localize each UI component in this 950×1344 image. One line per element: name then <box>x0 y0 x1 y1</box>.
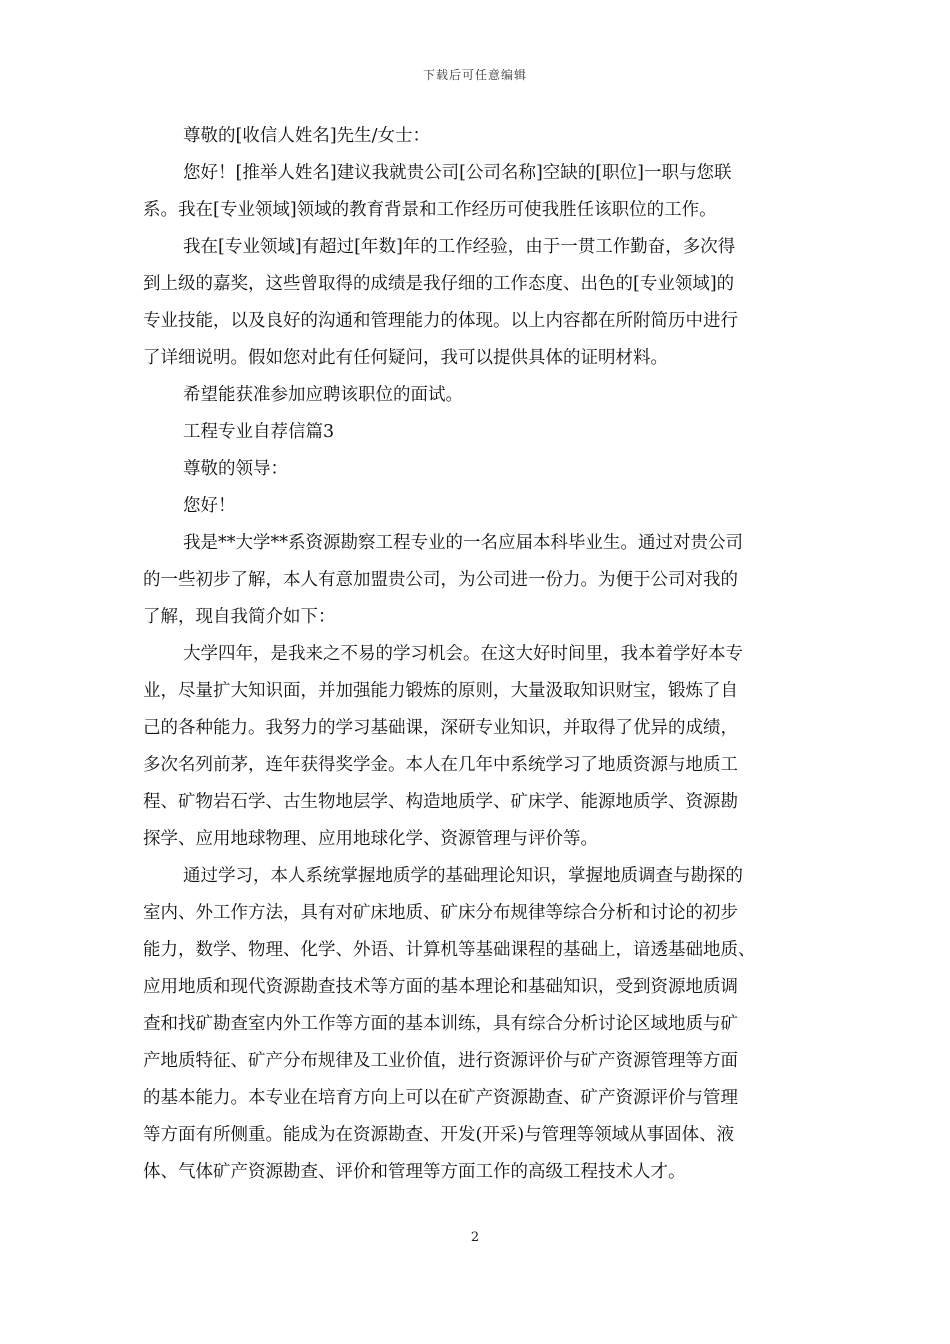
text-line: 通过学习，本人系统掌握地质学的基础理论知识，掌握地质调查与勘探的 <box>183 866 743 886</box>
text-line: 应用地质和现代资源勘查技术等方面的基本理论和基础知识，受到资源地质调 <box>143 977 738 997</box>
text-line: 我在[专业领域]有超过[年数]年的工作经验，由于一贯工作勤奋，多次得 <box>183 237 736 257</box>
text-line: 系。我在[专业领域]领域的教育背景和工作经历可使我胜任该职位的工作。 <box>143 200 717 220</box>
text-line: 了详细说明。假如您对此有任何疑问，我可以提供具体的证明材料。 <box>143 348 668 368</box>
text-line: 查和找矿勘查室内外工作等方面的基本训练，具有综合分析讨论区域地质与矿 <box>143 1014 738 1034</box>
text-line: 希望能获准参加应聘该职位的面试。 <box>183 385 463 405</box>
text-line: 的一些初步了解，本人有意加盟贵公司，为公司进一份力。为便于公司对我的 <box>143 570 738 590</box>
text-line: 程、矿物岩石学、古生物地层学、构造地质学、矿床学、能源地质学、资源勘 <box>143 792 738 812</box>
text-line: 您好！[推举人姓名]建议我就贵公司[公司名称]空缺的[职位]一职与您联 <box>183 163 732 183</box>
text-line: 尊敬的[收信人姓名]先生/女士： <box>183 126 431 146</box>
text-line: 了解，现自我简介如下： <box>143 607 336 627</box>
text-line: 我是**大学**系资源勘察工程专业的一名应届本科毕业生。通过对贵公司 <box>183 533 743 553</box>
text-line: 业，尽量扩大知识面，并加强能力锻炼的原则，大量汲取知识财宝，锻炼了自 <box>143 681 738 701</box>
text-line: 大学四年，是我来之不易的学习机会。在这大好时间里，我本着学好本专 <box>183 644 743 664</box>
text-line: 工程专业自荐信篇3 <box>183 422 335 442</box>
text-line: 尊敬的领导： <box>183 459 288 479</box>
text-line: 室内、外工作方法，具有对矿床地质、矿床分布规律等综合分析和讨论的初步 <box>143 903 738 923</box>
text-line: 探学、应用地球物理、应用地球化学、资源管理与评价等。 <box>143 829 598 849</box>
text-line: 专业技能，以及良好的沟通和管理能力的体现。以上内容都在所附简历中进行 <box>143 311 738 331</box>
text-line: 己的各种能力。我努力的学习基础课，深研专业知识，并取得了优异的成绩， <box>143 718 738 738</box>
page-header: 下载后可任意编辑 <box>422 68 527 82</box>
text-line: 体、气体矿产资源勘查、评价和管理等方面工作的高级工程技术人才。 <box>143 1162 686 1182</box>
text-line: 等方面有所侧重。能成为在资源勘查、开发(开采)与管理等领域从事固体、液 <box>143 1125 735 1145</box>
text-line: 到上级的嘉奖，这些曾取得的成绩是我仔细的工作态度、出色的[专业领域]的 <box>143 274 735 294</box>
text-line: 产地质特征、矿产分布规律及工业价值，进行资源评价与矿产资源管理等方面 <box>143 1051 738 1071</box>
text-line: 您好！ <box>183 496 236 516</box>
text-line: 能力，数学、物理、化学、外语、计算机等基础课程的基础上，谙透基础地质、 <box>143 940 756 960</box>
page-number: 2 <box>470 1230 480 1245</box>
text-line: 多次名列前茅，连年获得奖学金。本人在几年中系统学习了地质资源与地质工 <box>143 755 738 775</box>
text-line: 的基本能力。本专业在培育方向上可以在矿产资源勘查、矿产资源评价与管理 <box>143 1088 738 1108</box>
document-body <box>143 118 823 1191</box>
